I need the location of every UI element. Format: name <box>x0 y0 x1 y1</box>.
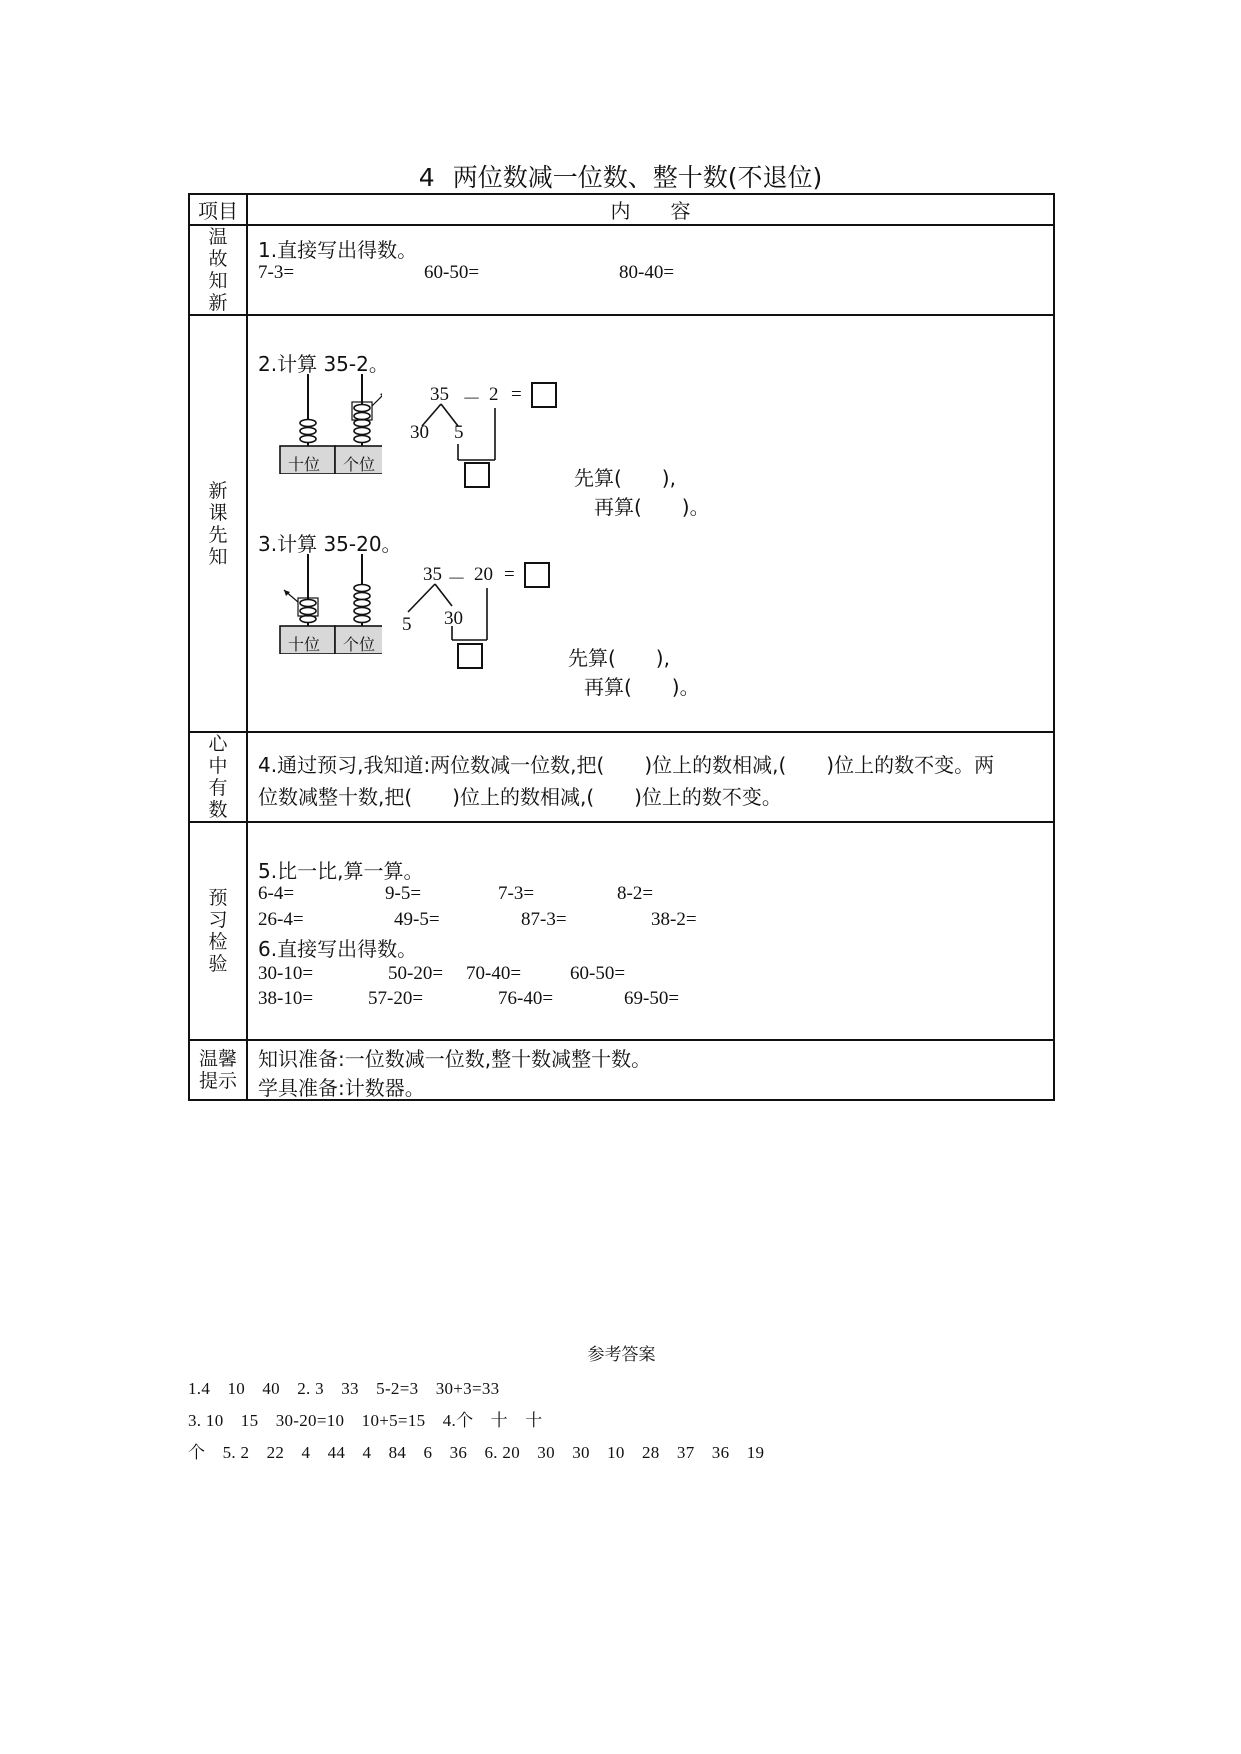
label-tips-1: 温馨 <box>198 1048 237 1070</box>
label-tips-2: 提示 <box>198 1070 237 1092</box>
ones-label: 个位 <box>343 635 376 654</box>
expr-6-2: 50-20= <box>388 963 444 984</box>
tips-tools: 学具准备:计数器。 <box>258 1076 425 1100</box>
question-4-line1: 4.通过预习,我知道:两位数减一位数,把( )位上的数相减,( )位上的数不变。两 <box>258 753 995 777</box>
q2-first-step: 先算( ), <box>574 466 676 490</box>
expr-5-1: 6-4= <box>258 883 295 904</box>
question-2: 2.计算 35-2。 <box>258 352 389 376</box>
expr-6-5: 38-10= <box>258 988 314 1009</box>
eq2-op: － <box>447 569 467 590</box>
row-preview <box>189 315 1054 732</box>
expr-6-8: 69-50= <box>624 988 680 1009</box>
eq2-split2: 30 <box>444 608 463 629</box>
row-mind <box>189 732 1054 822</box>
expr-1a: 7-3= <box>258 262 295 283</box>
answer-line-1: 1.4 10 40 2. 3 33 5-2=3 30+3=33 <box>188 1379 500 1398</box>
ones-label: 个位 <box>343 455 376 474</box>
lesson-table <box>188 193 1055 1101</box>
expr-6-6: 57-20= <box>368 988 424 1009</box>
answer-box[interactable] <box>464 462 490 488</box>
expr-6-3: 70-40= <box>466 963 522 984</box>
expr-5-7: 87-3= <box>521 909 567 930</box>
lesson-title: 两位数减一位数、整十数(不退位) <box>452 163 823 192</box>
eq1-split2: 5 <box>454 422 464 443</box>
question-5: 5.比一比,算一算。 <box>258 859 424 883</box>
row-check <box>189 822 1054 1040</box>
expr-5-6: 49-5= <box>394 909 440 930</box>
expr-6-4: 60-50= <box>570 963 626 984</box>
question-1: 1.直接写出得数。 <box>258 238 418 262</box>
question-3: 3.计算 35-20。 <box>258 532 402 556</box>
expr-5-5: 26-4= <box>258 909 304 930</box>
question-4-line2: 位数减整十数,把( )位上的数相减,( )位上的数不变。 <box>258 785 782 809</box>
eq2-eq: = <box>504 564 515 585</box>
row-tips <box>189 1040 1054 1100</box>
expr-5-3: 7-3= <box>498 883 535 904</box>
expr-5-8: 38-2= <box>651 909 697 930</box>
q2-then-step: 再算( )。 <box>594 495 710 519</box>
eq1-eq: = <box>511 384 522 405</box>
label-review: 温故知新 <box>208 226 228 314</box>
header-item: 项目 <box>189 194 247 225</box>
label-mind: 心中有数 <box>208 733 228 821</box>
expr-5-2: 9-5= <box>385 883 422 904</box>
answer-heading: 参考答案 <box>587 1345 656 1365</box>
tens-label: 十位 <box>288 455 321 474</box>
page-title <box>0 158 1241 194</box>
header-content: 内 容 <box>247 194 1054 225</box>
eq2-split1: 5 <box>402 614 412 635</box>
expr-1b: 60-50= <box>424 262 480 283</box>
answer-box[interactable] <box>524 562 550 588</box>
tens-label: 十位 <box>288 635 321 654</box>
expr-6-7: 76-40= <box>498 988 554 1009</box>
eq2-a: 35 <box>423 564 442 585</box>
row-review <box>189 225 1054 315</box>
answer-line-2: 3. 10 15 30-20=10 10+5=15 4.个 十 十 <box>188 1411 543 1430</box>
eq1-op: － <box>462 389 482 410</box>
eq1-a: 35 <box>430 384 449 405</box>
expr-5-4: 8-2= <box>617 883 654 904</box>
q3-first-step: 先算( ), <box>568 646 670 670</box>
lesson-number: 4 <box>418 163 435 192</box>
expr-1c: 80-40= <box>619 262 675 283</box>
eq1-b: 2 <box>489 384 499 405</box>
eq2-b: 20 <box>474 564 493 585</box>
label-preview: 新课先知 <box>208 479 228 568</box>
question-6: 6.直接写出得数。 <box>258 937 418 961</box>
q3-then-step: 再算( )。 <box>584 675 700 699</box>
answer-line-3: 个 5. 2 22 4 44 4 84 6 36 6. 20 30 30 10 28 37 36 19 <box>188 1443 765 1462</box>
label-check: 预习检验 <box>208 887 228 975</box>
tips-knowledge: 知识准备:一位数减一位数,整十数减整十数。 <box>258 1047 652 1071</box>
table-header <box>189 194 1054 225</box>
expr-6-1: 30-10= <box>258 963 314 984</box>
answer-box[interactable] <box>531 382 557 408</box>
answer-box[interactable] <box>457 643 483 669</box>
eq1-split1: 30 <box>410 422 429 443</box>
